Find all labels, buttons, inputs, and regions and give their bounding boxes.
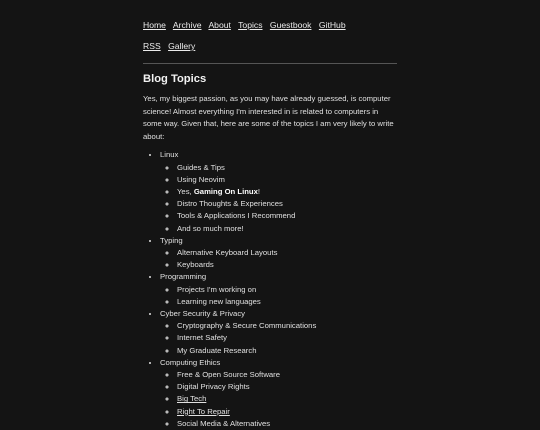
- subtopic-item: ◦ Tools & Applications I Recommend: [177, 210, 397, 222]
- nav-link-home[interactable]: Home: [143, 20, 166, 30]
- topic-item: [160, 271, 397, 308]
- subtopic-item: ◦ And so much more!: [177, 223, 397, 235]
- subtopic-item: ◦ Cryptography & Secure Communications: [177, 320, 397, 332]
- subtopic-item: ◦ Distro Thoughts & Experiences: [177, 198, 397, 210]
- subtopic-list: [160, 247, 397, 271]
- subtopic-item: ◦ Digital Privacy Rights: [177, 381, 397, 393]
- subtopic-list: [160, 369, 397, 430]
- subtopic-item: ◦ Social Media & Alternatives: [177, 418, 397, 430]
- subtopic-item: ◦ Learning new languages: [177, 296, 397, 308]
- subtopic-item: ◦ Free & Open Source Software: [177, 369, 397, 381]
- main-nav: [143, 0, 397, 57]
- subtopic-item: ◦ Keyboards: [177, 259, 397, 271]
- subtopic-emphasis: Gaming On Linux: [193, 186, 258, 196]
- subtopic-list: [160, 162, 397, 235]
- topic-label: Linux: [160, 150, 179, 160]
- page-title: Blog Topics: [143, 73, 207, 85]
- subtopic-text: !: [257, 186, 261, 196]
- nav-link-about[interactable]: About: [208, 20, 231, 30]
- subtopic-list: [160, 320, 397, 357]
- nav-divider: [143, 63, 397, 64]
- subtopic-item: [177, 186, 397, 198]
- subtopic-list: [160, 284, 397, 308]
- nav-link-guestbook[interactable]: Guestbook: [269, 20, 312, 30]
- subtopic-item: [177, 393, 397, 405]
- subtopic-item: ◦ Guides & Tips: [177, 162, 397, 174]
- nav-link-gallery[interactable]: Gallery: [168, 41, 196, 51]
- nav-link-topics[interactable]: Topics: [238, 20, 263, 30]
- subtopic-item: [177, 406, 397, 418]
- subtopic-link[interactable]: Big Tech: [177, 394, 207, 404]
- topic-item: [160, 149, 397, 234]
- intro-paragraph: Yes, my biggest passion, as you may have already guessed, is computer science! Almost everything I'm interested in is related to computers in some way. Given that, here are some of the topics I am very likely to write about:: [143, 94, 394, 141]
- topic-label: Typing: [160, 235, 183, 245]
- page-content: [143, 0, 397, 430]
- topic-item: [160, 235, 397, 272]
- topic-item: [160, 357, 397, 430]
- subtopic-item: ◦ Alternative Keyboard Layouts: [177, 247, 397, 259]
- nav-link-rss[interactable]: RSS: [143, 41, 161, 51]
- nav-link-github[interactable]: GitHub: [318, 20, 346, 30]
- topic-list: [143, 149, 397, 430]
- topic-item: [160, 308, 397, 357]
- subtopic-text: Yes,: [177, 186, 194, 196]
- topic-label: Cyber Security & Privacy: [160, 309, 246, 319]
- subtopic-item: ◦ Using Neovim: [177, 174, 397, 186]
- topic-label: Programming: [160, 272, 207, 282]
- subtopic-link[interactable]: Right To Repair: [177, 406, 230, 416]
- nav-link-archive[interactable]: Archive: [172, 20, 202, 30]
- topic-label: Computing Ethics: [160, 357, 221, 367]
- subtopic-item: ◦ Projects I'm working on: [177, 284, 397, 296]
- subtopic-item: ◦ Internet Safety: [177, 332, 397, 344]
- subtopic-item: ◦ My Graduate Research: [177, 345, 397, 357]
